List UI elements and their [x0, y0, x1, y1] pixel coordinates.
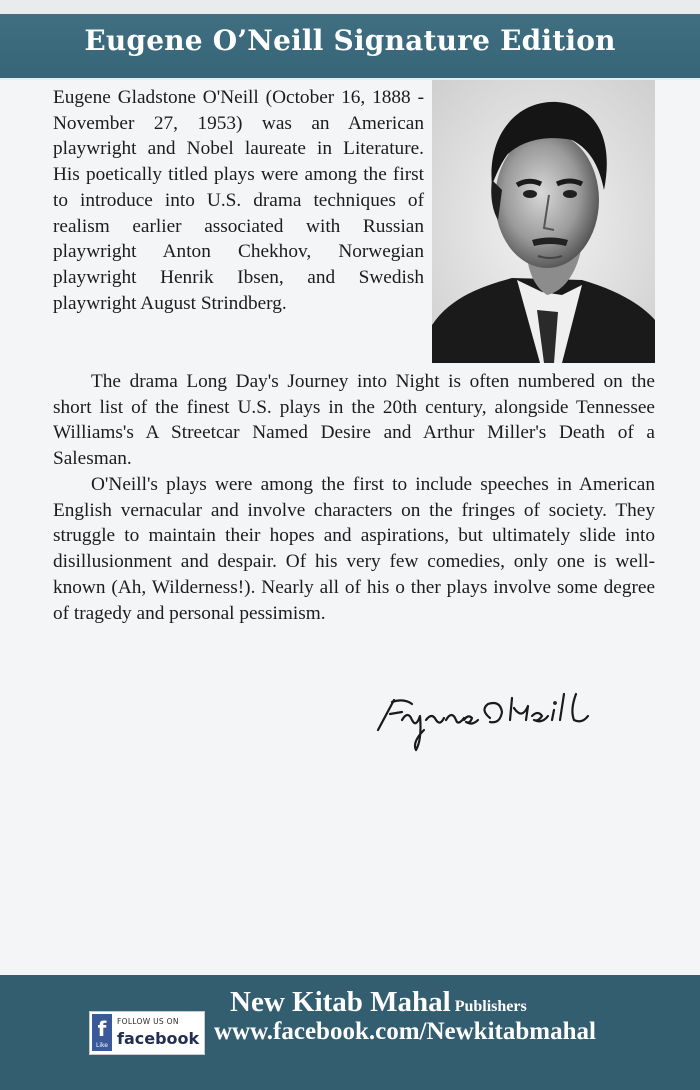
facebook-follow-badge[interactable]	[89, 1011, 205, 1055]
publisher-name-text: New Kitab Mahal	[230, 986, 451, 1018]
page-title: Eugene O’Neill Signature Edition	[84, 24, 616, 57]
author-portrait	[432, 80, 655, 363]
signature-icon	[372, 680, 642, 760]
publisher-name	[230, 986, 527, 1019]
follow-us-label: FOLLOW US ON	[117, 1017, 179, 1026]
publisher-facebook-url[interactable]: www.facebook.com/Newkitabmahal	[214, 1018, 596, 1045]
facebook-logo-icon: f	[92, 1014, 112, 1051]
facebook-like-label: Like	[96, 1042, 108, 1049]
author-signature	[372, 680, 642, 760]
author-bio-paragraph: Eugene Gladstone O'Neill (October 16, 1888 - November 27, 1953) was an American playwright and Nobel laureate in Literature. His poetically titled plays were among the first to introduce into U.S. drama techniques of realism earlier associated with Russian playwright Anton Chekhov, Norwegian playwright Henrik Ibsen, and Swedish playwright August Strindberg.	[53, 87, 424, 314]
body-paragraph-plays: O'Neill's plays were among the first to include speeches in American English vernacular and involve characters on the fringes of society. They struggle to maintain their hopes and aspirations, but ultimately slide into disillusionment and despair. Of his very few comedies, only one is well-known (Ah, Wilderness!). Nearly all of his o ther plays involve some degree of tragedy and personal pessimism.	[53, 474, 655, 624]
portrait-photo-icon	[432, 80, 655, 363]
facebook-wordmark: facebook	[117, 1029, 200, 1048]
body-paragraph-drama: The drama Long Day's Journey into Night is often numbered on the short list of the finest U.S. plays in the 20th century, alongside Tennessee Williams's A Streetcar Named Desire and Arthur Miller's Death of a Salesman.	[53, 371, 655, 470]
publisher-suffix: Publishers	[454, 998, 527, 1015]
